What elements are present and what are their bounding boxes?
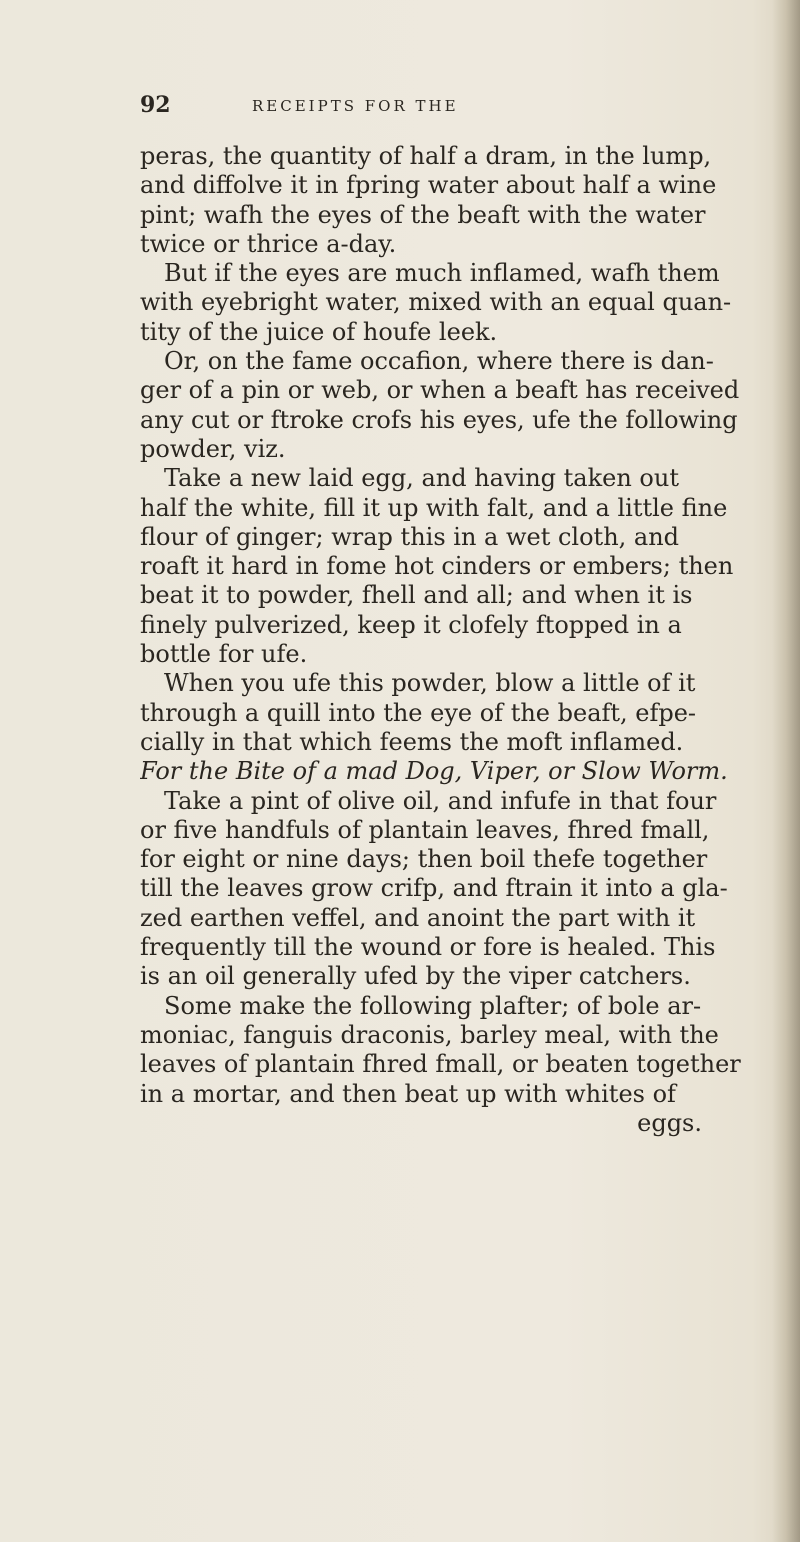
- text-line: Take a pint of olive oil, and infufe in that four: [164, 786, 717, 815]
- text-line: moniac, fanguis draconis, barley meal, with the: [140, 1020, 719, 1049]
- text-line: zed earthen veffel, and anoint the part with it: [140, 903, 696, 932]
- text-line: tity of the juice of houfe leek.: [140, 317, 498, 346]
- text-line: till the leaves grow crifp, and ftrain it into a gla-: [140, 874, 728, 903]
- text-line: with eyebright water, mixed with an equal quan-: [140, 288, 732, 317]
- text-line: pint; wafh the eyes of the beaft with the water: [140, 200, 706, 229]
- text-line: eggs.: [637, 1108, 702, 1137]
- text-line: finely pulverized, keep it clofely ftopped in a: [140, 610, 682, 639]
- section-heading: For the Bite of a mad Dog, Viper, or Slow Worm.: [140, 757, 728, 786]
- page-edge-shadow: [772, 0, 800, 1542]
- text-line: Some make the following plafter; of bole ar-: [164, 991, 702, 1020]
- text-line: for eight or nine days; then boil thefe together: [140, 845, 708, 874]
- text-line: flour of ginger; wrap this in a wet cloth, and: [140, 522, 680, 551]
- text-line: Or, on the fame occafion, where there is dan-: [164, 347, 714, 376]
- text-line: roaft it hard in fome hot cinders or embers; then: [140, 552, 734, 581]
- running-head: RECEIPTS FOR THE: [252, 97, 459, 115]
- text-line: through a quill into the eye of the beaft, efpe-: [140, 698, 697, 727]
- text-line: When you ufe this powder, blow a little of it: [164, 669, 696, 698]
- text-line: powder, viz.: [140, 434, 286, 463]
- text-line: and diffolve it in fpring water about half a wine: [140, 171, 717, 200]
- text-line: beat it to powder, fhell and all; and when it is: [140, 581, 693, 610]
- text-line: half the white, fill it up with falt, and a little fine: [140, 493, 728, 522]
- body-text: [140, 142, 752, 1138]
- text-line: frequently till the wound or fore is healed. This: [140, 933, 716, 962]
- text-line: twice or thrice a-day.: [140, 229, 397, 258]
- text-line: any cut or ftroke crofs his eyes, ufe the following: [140, 405, 738, 434]
- page-header: [140, 92, 740, 126]
- text-line: or five handfuls of plantain leaves, fhred fmall,: [140, 815, 710, 844]
- text-line: is an oil generally ufed by the viper catchers.: [140, 962, 691, 991]
- page-number: 92: [140, 92, 171, 118]
- text-line: peras, the quantity of half a dram, in the lump,: [140, 142, 712, 170]
- text-line: in a mortar, and then beat up with whites of: [140, 1079, 676, 1108]
- text-line: ger of a pin or web, or when a beaft has received: [140, 376, 740, 405]
- text-line: Take a new laid egg, and having taken out: [164, 464, 679, 493]
- text-line: cially in that which feems the moft inflamed.: [140, 727, 684, 756]
- text-line: leaves of plantain fhred fmall, or beaten together: [140, 1050, 741, 1079]
- text-line: But if the eyes are much inflamed, wafh them: [164, 259, 720, 288]
- text-line: bottle for ufe.: [140, 640, 308, 669]
